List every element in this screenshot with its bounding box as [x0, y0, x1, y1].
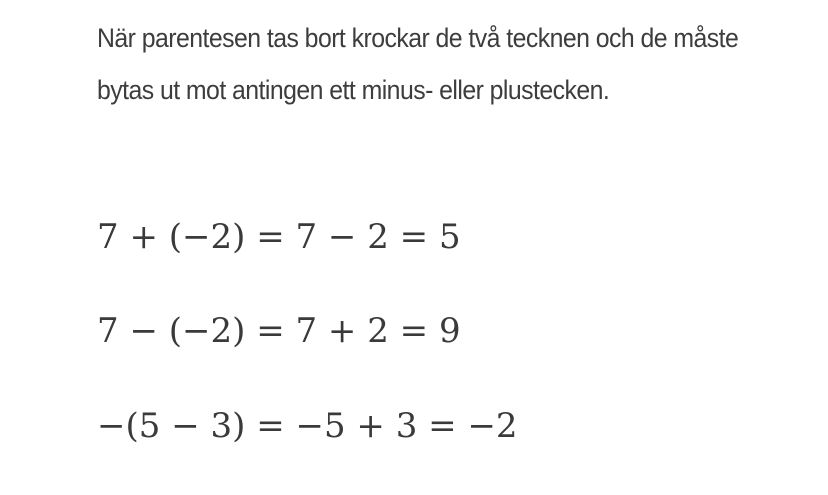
- equation-3: −(5 − 3) = −5 + 3 = −2: [97, 406, 518, 446]
- equation-1: 7 + (−2) = 7 − 2 = 5: [97, 217, 461, 257]
- text-block: [97, 12, 787, 116]
- explanation-paragraph: När parentesen tas bort krockar de två tecknen och de måste bytas ut mot antingen ett minus- eller plustecken.: [97, 23, 739, 105]
- equation-2: 7 − (−2) = 7 + 2 = 9: [97, 311, 461, 351]
